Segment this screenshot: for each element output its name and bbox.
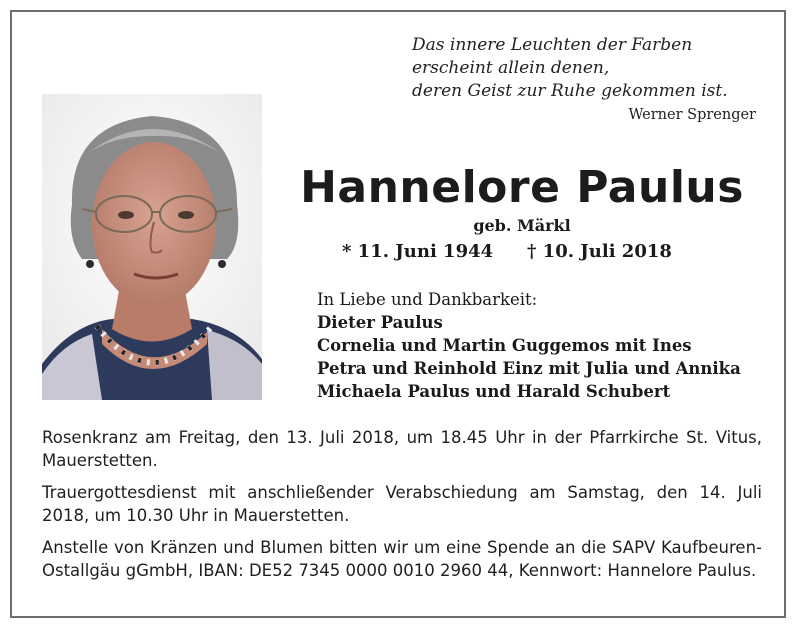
mourner-name: Cornelia und Martin Guggemos mit Ines [317, 336, 692, 355]
birth-date: * 11. Juni 1944 [342, 241, 494, 262]
maiden-name: geb. Märkl [473, 216, 571, 235]
quote-author: Werner Sprenger [628, 107, 756, 123]
donation-notice: Anstelle von Kränzen und Blumen bitten wir um eine Spende an die SAPV Kaufbeuren-Ostallgäu gGmbH, IBAN: DE52 7345 0000 0010 2960 44, Kennwort: Hannelore Paulus. [42, 538, 762, 580]
rosary-notice: Rosenkranz am Freitag, den 13. Juli 2018, um 18.45 Uhr in der Pfarrkirche St. Vitus, Mauerstetten. [42, 428, 762, 470]
service-info [42, 426, 762, 591]
obituary-frame [10, 10, 786, 618]
quote-line: Das innere Leuchten der Farben [412, 35, 693, 55]
quote-line: deren Geist zur Ruhe gekommen ist. [412, 81, 728, 101]
mourner-name: Petra und Reinhold Einz mit Julia und Annika [317, 359, 741, 378]
mourners-list [317, 288, 777, 403]
mourner-name: Dieter Paulus [317, 313, 443, 332]
memorial-quote [412, 34, 772, 127]
life-dates [342, 241, 762, 262]
death-date: † 10. Juli 2018 [527, 241, 672, 262]
quote-line: erscheint allein denen, [412, 58, 610, 78]
deceased-name: Hannelore Paulus [300, 162, 744, 213]
mourners-intro: In Liebe und Dankbarkeit: [317, 290, 538, 309]
funeral-notice: Trauergottesdienst mit anschließender Verabschiedung am Samstag, den 14. Juli 2018, um 10.30 Uhr in Mauerstetten. [42, 483, 762, 525]
mourner-name: Michaela Paulus und Harald Schubert [317, 382, 671, 401]
portrait-photo [42, 94, 262, 400]
